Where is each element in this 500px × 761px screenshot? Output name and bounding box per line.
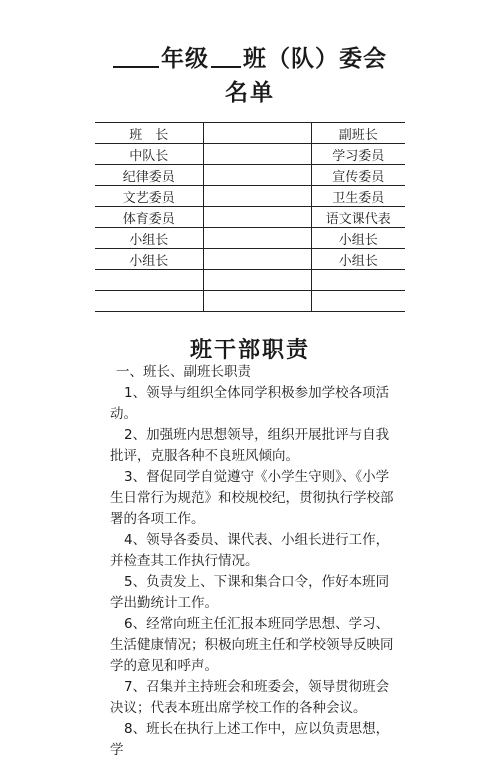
name-cell <box>203 207 311 228</box>
name-cell <box>203 270 311 291</box>
role-cell-left: 纪律委员 <box>95 165 203 186</box>
table-row <box>95 207 405 228</box>
role-cell-left: 班 长 <box>95 123 203 144</box>
role-cell-right: 小组长 <box>311 249 405 270</box>
roster-table <box>95 122 405 312</box>
document-title <box>0 40 500 73</box>
table-row <box>95 249 405 270</box>
duty-item: 2、加强班内思想领导，组织开展批评与自我批评，克服各种不良班风倾向。 <box>110 427 390 464</box>
role-cell-left <box>95 291 203 312</box>
document-subtitle: 名单 <box>225 80 275 106</box>
role-cell-left: 小组长 <box>95 249 203 270</box>
duty-item: 8、班长在执行上述工作中，应以负责思想，学 <box>110 721 390 758</box>
table-row <box>95 186 405 207</box>
role-cell-right: 卫生委员 <box>311 186 405 207</box>
name-cell <box>203 186 311 207</box>
name-cell <box>203 165 311 186</box>
role-cell-left: 中队长 <box>95 144 203 165</box>
table-row <box>95 228 405 249</box>
table-row <box>95 165 405 186</box>
duty-item: 7、召集并主持班会和班委会，领导贯彻班会决议；代表本班出席学校工作的各种会议。 <box>110 679 390 716</box>
role-cell-right: 语文课代表 <box>311 207 405 228</box>
role-cell-left: 小组长 <box>95 228 203 249</box>
duty-item: 5、负责发上、下课和集合口令，作好本班同学出勤统计工作。 <box>110 574 390 611</box>
table-row <box>95 270 405 291</box>
class-blank <box>211 48 241 68</box>
role-cell-right <box>311 291 405 312</box>
table-row <box>95 123 405 144</box>
duty-item: 3、督促同学自觉遵守《小学生守则》、《小学生日常行为规范》和校规校纪，贯彻执行学校部署的各项工作。 <box>110 469 394 527</box>
grade-blank <box>113 48 159 68</box>
name-cell <box>203 228 311 249</box>
duties-body <box>110 362 402 761</box>
title-grade-text: 年级 <box>161 46 209 72</box>
duties-subheading: 一、班长、副班长职责 <box>116 364 251 380</box>
role-cell-left: 体育委员 <box>95 207 203 228</box>
name-cell <box>203 291 311 312</box>
title-class-text: 班（队）委会 <box>243 46 387 72</box>
duty-item: 1、领导与组织全体同学积极参加学校各项活动。 <box>110 385 390 422</box>
name-cell <box>203 249 311 270</box>
duty-item: 6、经常向班主任汇报本班同学思想、学习、生活健康情况；积极向班主任和学校领导反映同学的意见和呼声。 <box>110 616 394 674</box>
name-cell <box>203 144 311 165</box>
name-cell <box>203 123 311 144</box>
duty-item: 4、领导各委员、课代表、小组长进行工作，并检查其工作执行情况。 <box>110 532 390 569</box>
table-row <box>95 291 405 312</box>
role-cell-left <box>95 270 203 291</box>
duties-title: 班干部职责 <box>189 338 310 363</box>
role-cell-right: 小组长 <box>311 228 405 249</box>
role-cell-right: 宣传委员 <box>311 165 405 186</box>
role-cell-right: 学习委员 <box>311 144 405 165</box>
role-cell-right: 副班长 <box>311 123 405 144</box>
table-row <box>95 144 405 165</box>
role-cell-left: 文艺委员 <box>95 186 203 207</box>
role-cell-right <box>311 270 405 291</box>
